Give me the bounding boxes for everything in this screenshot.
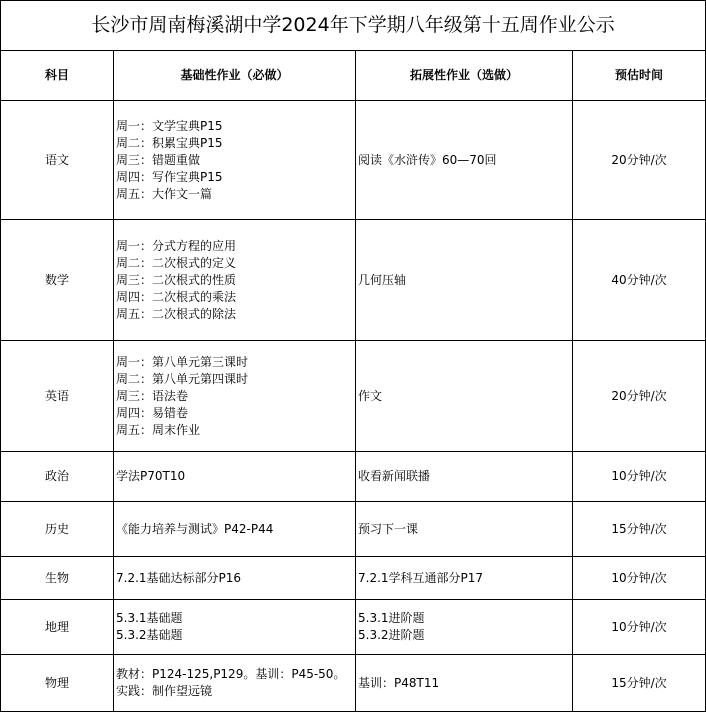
subject-cell: 生物	[1, 557, 114, 600]
header-basic: 基础性作业（必做）	[114, 51, 356, 101]
estimated-time-cell: 15分钟/次	[573, 502, 706, 557]
basic-homework-cell	[114, 600, 356, 655]
subject-cell: 历史	[1, 502, 114, 557]
basic-homework-line: 教材：P124-125,P129。基训：P45-50。	[116, 667, 346, 681]
basic-homework-line: 5.3.1基础题	[116, 611, 183, 625]
extended-homework-cell	[356, 452, 573, 502]
table-body	[1, 101, 706, 712]
subject-cell: 政治	[1, 452, 114, 502]
basic-homework-cell	[114, 655, 356, 712]
extended-homework-cell	[356, 341, 573, 452]
basic-homework-line: 《能力培养与测试》P42-P44	[116, 521, 274, 536]
extended-homework-line: 5.3.1进阶题	[358, 611, 425, 625]
table-row	[1, 220, 706, 341]
basic-homework-line: 周一：第八单元第三课时	[116, 354, 249, 369]
table-row	[1, 502, 706, 557]
extended-homework-cell	[356, 557, 573, 600]
basic-homework-cell	[114, 557, 356, 600]
basic-homework-line: 周二：第八单元第四课时	[116, 371, 249, 386]
subject-cell: 语文	[1, 101, 114, 220]
basic-homework-cell	[114, 502, 356, 557]
basic-homework-line: 周三：二次根式的性质	[116, 272, 237, 287]
extended-homework-line: 作文	[358, 388, 383, 403]
table-row	[1, 600, 706, 655]
basic-homework-cell	[114, 341, 356, 452]
basic-homework-line: 周五：二次根式的除法	[116, 306, 237, 321]
header-time: 预估时间	[573, 51, 706, 101]
basic-homework-cell	[114, 220, 356, 341]
extended-homework-cell	[356, 600, 573, 655]
subject-cell: 物理	[1, 655, 114, 712]
subject-cell: 地理	[1, 600, 114, 655]
basic-homework-line: 5.3.2基础题	[116, 628, 183, 642]
extended-homework-line: 阅读《水浒传》60—70回	[358, 152, 497, 167]
basic-homework-line: 周四：二次根式的乘法	[116, 289, 237, 304]
extended-homework-line: 收看新闻联播	[358, 469, 431, 483]
header-subject: 科目	[1, 51, 114, 101]
extended-homework-line: 7.2.1学科互通部分P17	[358, 570, 484, 585]
basic-homework-line: 周三：错题重做	[116, 152, 201, 167]
table-row	[1, 341, 706, 452]
basic-homework-line: 周一：分式方程的应用	[116, 238, 237, 253]
header-extended: 拓展性作业（选做）	[356, 51, 573, 101]
extended-homework-cell	[356, 502, 573, 557]
basic-homework-line: 学法P70T10	[116, 469, 186, 483]
basic-homework-line: 周四：易错卷	[116, 405, 189, 420]
extended-homework-line: 基训：P48T11	[358, 675, 440, 690]
estimated-time-cell: 10分钟/次	[573, 557, 706, 600]
extended-homework-line: 5.3.2进阶题	[358, 628, 425, 642]
extended-homework-line: 几何压轴	[358, 272, 407, 287]
basic-homework-cell	[114, 452, 356, 502]
table-row	[1, 101, 706, 220]
extended-homework-cell	[356, 101, 573, 220]
basic-homework-line: 周二：积累宝典P15	[116, 135, 223, 150]
basic-homework-cell	[114, 101, 356, 220]
subject-cell: 数学	[1, 220, 114, 341]
basic-homework-line: 周三：语法卷	[116, 388, 189, 403]
table-row	[1, 452, 706, 502]
table-row	[1, 655, 706, 712]
subject-cell: 英语	[1, 341, 114, 452]
basic-homework-line: 实践：制作望远镜	[116, 684, 213, 698]
table-row	[1, 557, 706, 600]
page-title: 长沙市周南梅溪湖中学2024年下学期八年级第十五周作业公示	[1, 1, 706, 51]
basic-homework-line: 周一：文学宝典P15	[116, 118, 223, 133]
estimated-time-cell: 20分钟/次	[573, 101, 706, 220]
extended-homework-cell	[356, 220, 573, 341]
estimated-time-cell: 40分钟/次	[573, 220, 706, 341]
extended-homework-cell	[356, 655, 573, 712]
estimated-time-cell: 10分钟/次	[573, 452, 706, 502]
basic-homework-line: 周五：周末作业	[116, 422, 201, 437]
extended-homework-line: 预习下一课	[358, 521, 419, 536]
estimated-time-cell: 20分钟/次	[573, 341, 706, 452]
estimated-time-cell: 15分钟/次	[573, 655, 706, 712]
basic-homework-line: 周二：二次根式的定义	[116, 255, 237, 270]
basic-homework-line: 周五：大作文一篇	[116, 186, 213, 201]
estimated-time-cell: 10分钟/次	[573, 600, 706, 655]
basic-homework-line: 周四：写作宝典P15	[116, 169, 223, 184]
basic-homework-line: 7.2.1基础达标部分P16	[116, 570, 242, 585]
